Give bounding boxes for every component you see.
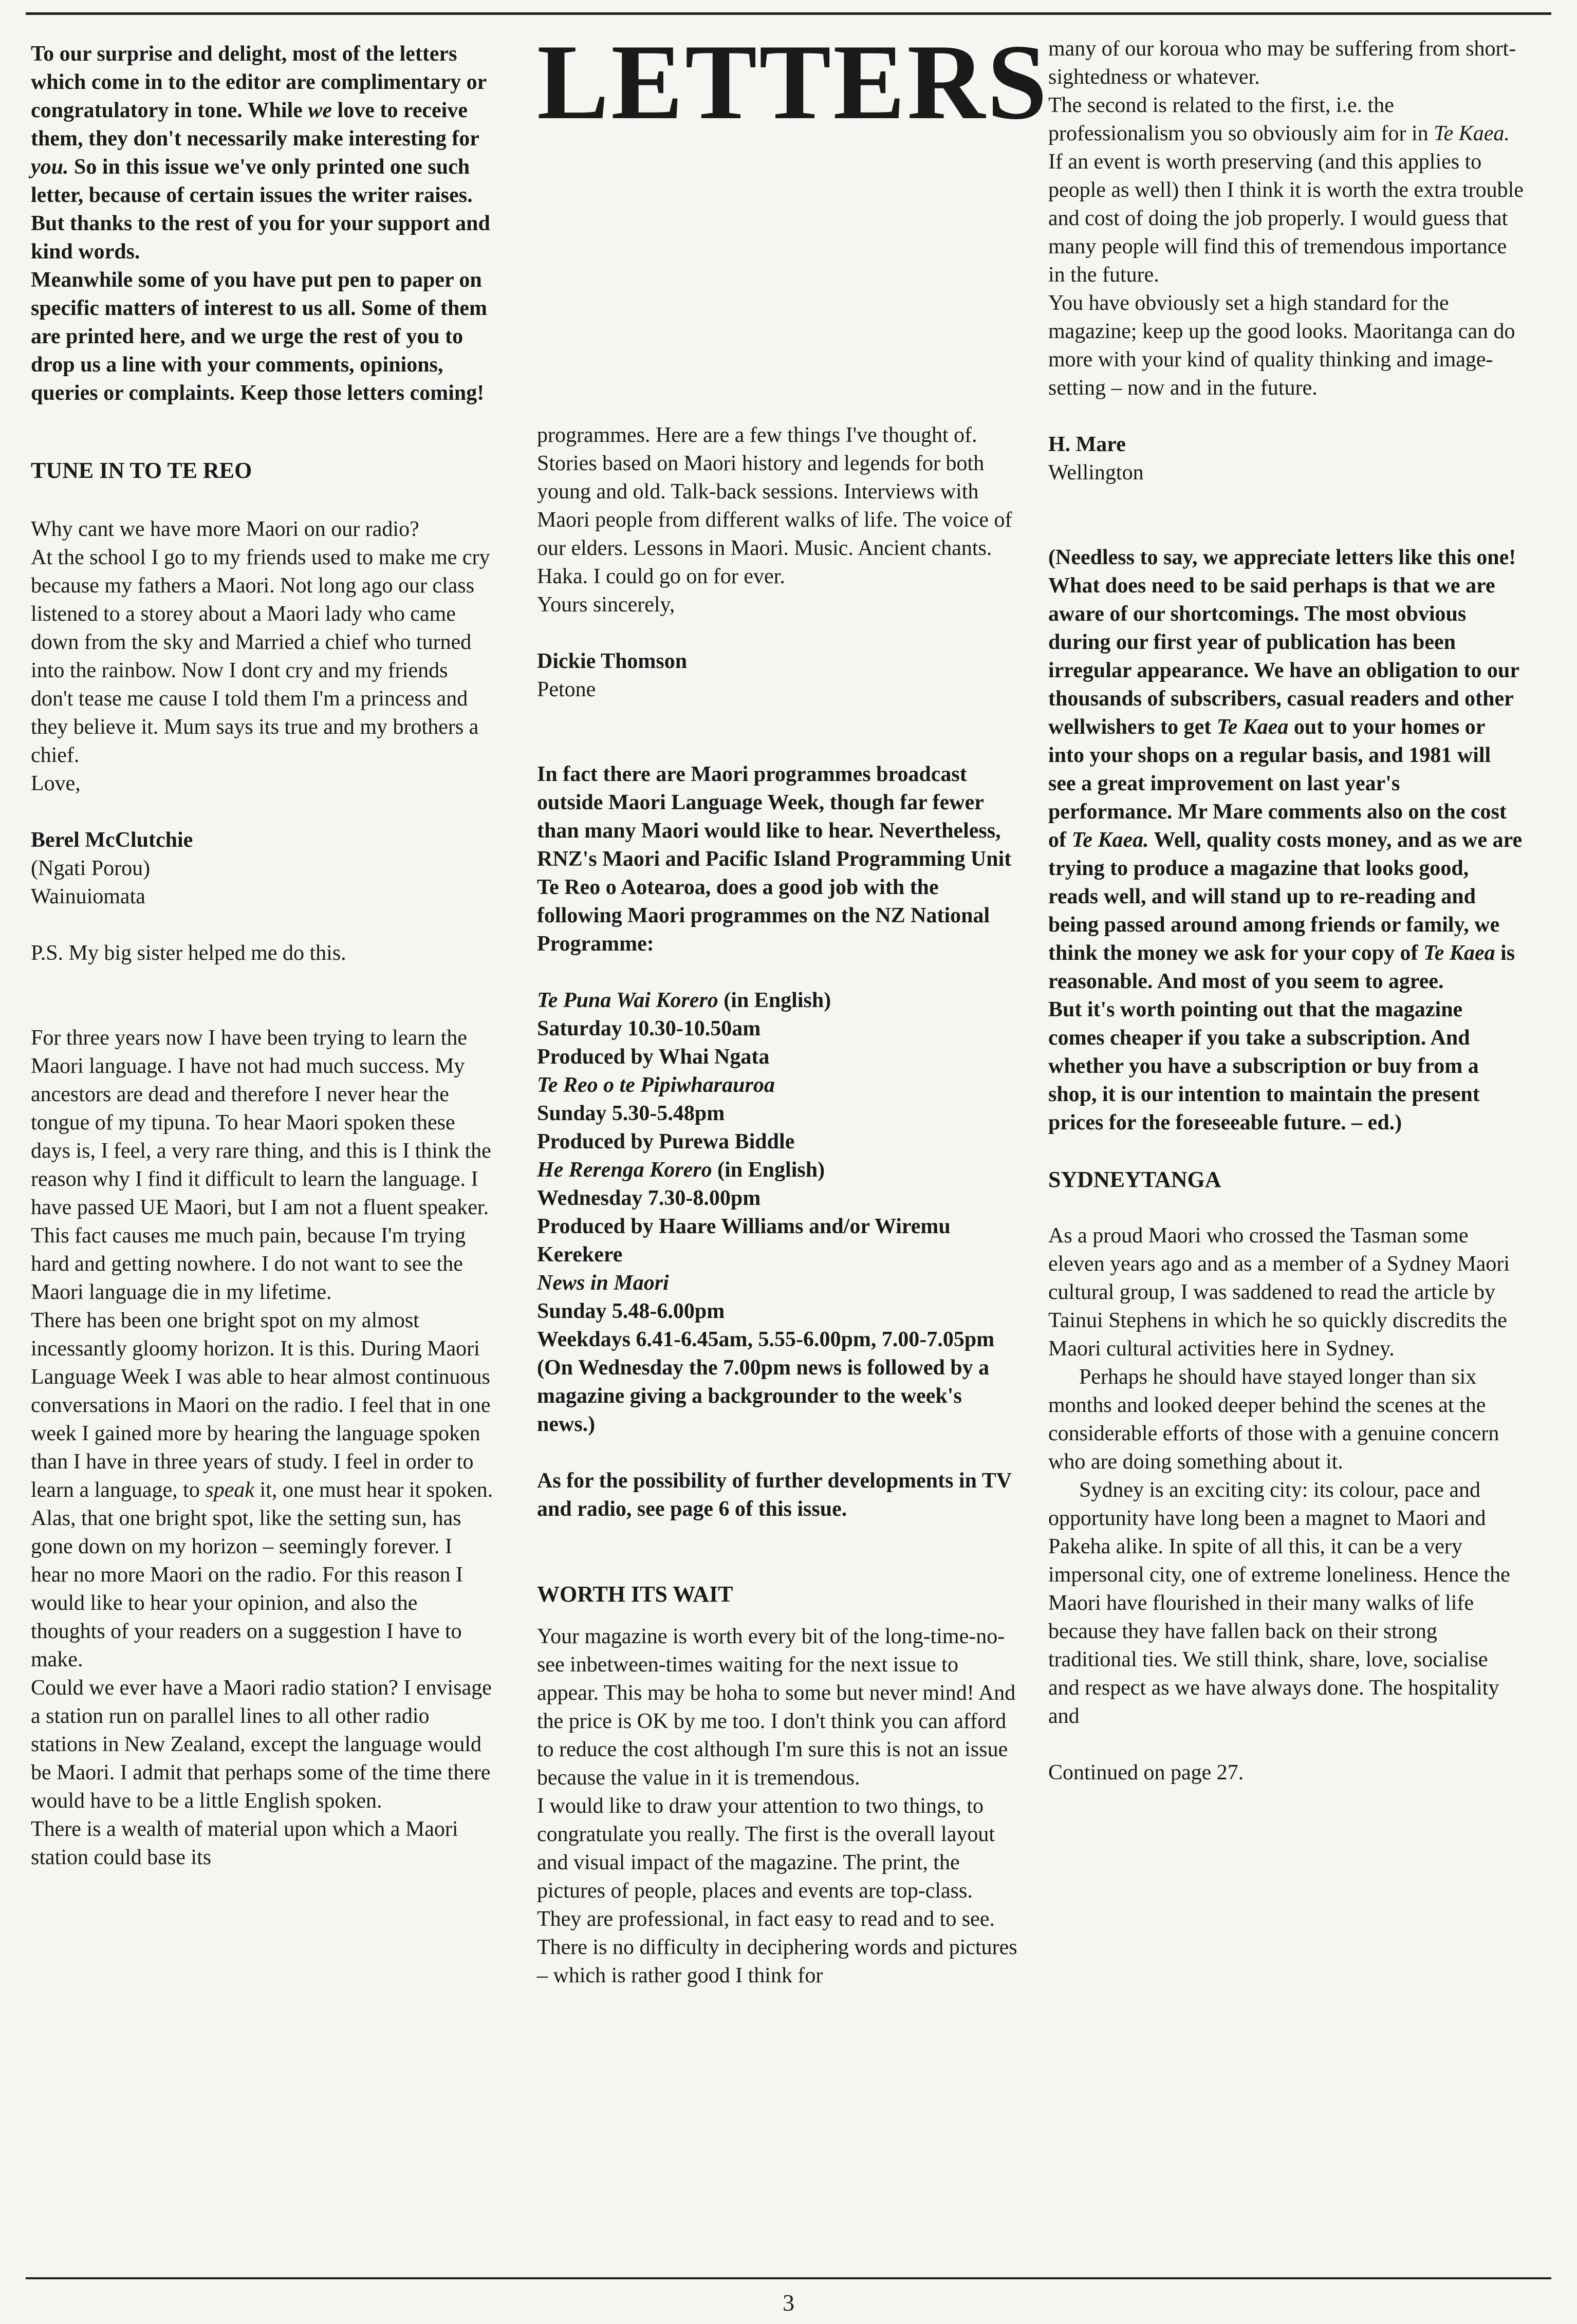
letter-body: Could we ever have a Maori radio station? I envisage a station run on parallel lines to all other radio stations in New Zealand, except the language would be Maori. I admit that perhaps some of the time there would have to be a little English spoken. bbox=[31, 1676, 492, 1813]
letter-body: At the school I go to my friends used to make me cry because my fathers a Maori. Not long ago our class listened to a storey about a Maori lady who came down from the sky and Married a chief who turned into the rainbow. Now I dont cry and my friends don't tease me cause I told them I'm a princess and they believe it. Mum says its true and my brothers a chief. bbox=[31, 546, 490, 767]
letter-body: many of our koroua who may be suffering from short-sightedness or whatever. bbox=[1048, 37, 1516, 89]
bottom-rule bbox=[26, 2277, 1551, 2279]
letter-body: Perhaps he should have stayed longer than six months and looked deeper behind the scenes at the considerable efforts of those with a genuine concern who are doing something about it. bbox=[1048, 1365, 1499, 1474]
show-through-text: ​ bbox=[817, 131, 828, 280]
page-title: LETTERS bbox=[537, 23, 1049, 142]
letter-heading-worth-its-wait: WORTH ITS WAIT bbox=[537, 1582, 733, 1607]
letter-body: Sydney is an exciting city: its colour, pace and opportunity have long been a magnet to Maori and Pakeha alike. In spite of all this, it can be a very impersonal city, one of extreme loneliness. Hence the Maori have flourished in their many walks of life because they have fallen back on their strong traditional ties. We still think, share, love, socialise and respect as we have always done. The hospitality and bbox=[1048, 1478, 1510, 1728]
column-2 bbox=[537, 23, 1049, 1990]
editor-reply: In fact there are Maori programmes broadcast outside Maori Language Week, though far fewer than many Maori would like to hear. Nevertheless, RNZ's Maori and Pacific Island Programming Unit Te Reo o Aotearoa, does a good job with the following Maori programmes on the NZ National Programme: bbox=[537, 763, 1012, 956]
editor-reply: (Needless to say, we appreciate letters like this one! What does need to be said perhaps is that we are aware of our shortcomings. The most obvious during our first year of publication has been irregular appearance. We have an obligation to our thousands of subscribers, casual readers and other wellwishers to get Te Kaea out to your homes or into your shops on a regular basis, and 1981 will see a great improvement on last year's performance. Mr Mare comments also on the cost of Te Kaea. Well, quality costs money, and as we are trying to produce a magazine that looks good, reads well, and will stand up to re-reading and being passed around among friends or family, we think the money we ask for your copy of Te Kaea is reasonable. And most of you seem to agree. bbox=[1048, 546, 1523, 993]
programme-entry: Produced by Whai Ngata bbox=[537, 1045, 770, 1069]
programme-entry: Sunday 5.30-5.48pm bbox=[537, 1102, 725, 1125]
programme-entry: Saturday 10.30-10.50am bbox=[537, 1017, 761, 1040]
programme-entry: Te Reo o te Pipiwharauroa bbox=[537, 1073, 775, 1097]
letter-body: Love, bbox=[31, 772, 81, 795]
letter-body: programmes. Here are a few things I've thought of. Stories based on Maori history and legends for both young and old. Talk-back sessions. Interviews with Maori people from different walks of life. The voice of our elders. Lessons in Maori. Music. Ancient chants. Haka. I could go on for ever. bbox=[537, 423, 1012, 588]
column-3 bbox=[1048, 35, 1524, 1787]
editor-intro-2: Meanwhile some of you have put pen to paper on specific matters of interest to us all. Some of them are printed here, and we urge the rest of you to drop us a line with your comments, opinions, queries or complaints. Keep those letters coming! bbox=[31, 268, 488, 405]
letter-body: Why cant we have more Maori on our radio? bbox=[31, 517, 419, 541]
letter-signature: H. Mare bbox=[1048, 433, 1126, 456]
letter-body: The second is related to the first, i.e. the professionalism you so obviously aim for in Te Kaea. If an event is worth preserving (and this applies to people as well) then I think it is worth the extra trouble and cost of doing the job properly. I would guess that many people will find this of tremendous importance in the future. bbox=[1048, 94, 1524, 287]
editor-reply-closing: As for the possibility of further developments in TV and radio, see page 6 of this issue. bbox=[537, 1469, 1012, 1521]
letter-heading-sydneytanga: SYDNEYTANGA bbox=[1048, 1167, 1221, 1192]
letter-location: Wellington bbox=[1048, 461, 1144, 485]
top-rule bbox=[26, 12, 1551, 15]
programme-entry: Te Puna Wai Korero (in English) bbox=[537, 989, 831, 1012]
letter-signature: Berel McClutchie bbox=[31, 828, 193, 852]
column-1 bbox=[31, 40, 493, 1872]
programme-entry: Produced by Purewa Biddle bbox=[537, 1130, 795, 1154]
letter-body: There is a wealth of material upon which a Maori station could base its bbox=[31, 1817, 458, 1869]
editor-intro: To our surprise and delight, most of the letters which come in to the editor are complimentary or congratulatory in tone. While we love to receive them, they don't necessarily make interesting for you. So in this issue we've only printed one such letter, because of certain issues the writer raises. But thanks to the rest of you for your support and kind words. bbox=[31, 42, 490, 264]
letter-body: Alas, that one bright spot, like the setting sun, has gone down on my horizon – seemingly forever. I hear no more Maori on the radio. For this reason I would like to hear your opinion, and also the thoughts of your readers on a suggestion I have to make. bbox=[31, 1507, 463, 1671]
programme-list bbox=[537, 987, 1020, 1439]
letter-body: I would like to draw your attention to two things, to congratulate you really. The first is the overall layout and visual impact of the magazine. The print, the pictures of people, places and events are top-class. They are professional, in fact easy to read and to see. There is no difficulty in deciphering words and pictures – which is rather good I think for bbox=[537, 1794, 1017, 1987]
programme-entry: News in Maori bbox=[537, 1271, 669, 1295]
letter-affiliation: (Ngati Porou) bbox=[31, 857, 151, 880]
programme-entry: Produced by Haare Williams and/or Wiremu Kerekere bbox=[537, 1215, 951, 1267]
letter-body: There has been one bright spot on my almost incessantly gloomy horizon. It is this. During Maori Language Week I was able to hear almost continuous conversations in Maori on the radio. I feel that in one week I gained more by hearing the language spoken than I have in three years of study. I feel in order to learn a language, to speak it, one must hear it spoken. bbox=[31, 1309, 493, 1502]
programme-entry: Wednesday 7.30-8.00pm bbox=[537, 1186, 761, 1210]
letter-body: As a proud Maori who crossed the Tasman some eleven years ago and as a member of a Sydney Maori cultural group, I was saddened to read the article by Tainui Stephens in which he so quickly discredits the Maori cultural activities here in Sydney. bbox=[1048, 1224, 1510, 1361]
programme-entry: Weekdays 6.41-6.45am, 5.55-6.00pm, 7.00-7.05pm bbox=[537, 1328, 995, 1351]
letter-body: Yours sincerely, bbox=[537, 593, 675, 617]
letter-signature: Dickie Thomson bbox=[537, 649, 688, 673]
letter-location: Petone bbox=[537, 678, 596, 701]
letter-location: Wainuiomata bbox=[31, 885, 145, 908]
letter-body: For three years now I have been trying to learn the Maori language. I have not had much success. My ancestors are dead and therefore I never hear the tongue of my tipuna. To hear Maori spoken these days is, I feel, a very rare thing, and this is I think the reason why I find it difficult to learn the language. I have passed UE Maori, but I am not a fluent speaker. This fact causes me much pain, because I'm trying hard and getting nowhere. I do not want to see the Maori language die in my lifetime. bbox=[31, 1026, 491, 1304]
editor-reply: But it's worth pointing out that the magazine comes cheaper if you take a subscription. And whether you have a subscription or buy from a shop, it is our intention to maintain the present prices for the foreseeable future. – ed.) bbox=[1048, 998, 1480, 1135]
letter-postscript: P.S. My big sister helped me do this. bbox=[31, 941, 346, 965]
page-number: 3 bbox=[783, 2290, 794, 2316]
programme-entry: Sunday 5.48-6.00pm bbox=[537, 1299, 725, 1323]
continued-note: Continued on page 27. bbox=[1048, 1761, 1244, 1784]
letter-body: You have obviously set a high standard for the magazine; keep up the good looks. Maoritanga can do more with your kind of quality thinking and image-setting – now and in the future. bbox=[1048, 291, 1515, 400]
programme-entry: (On Wednesday the 7.00pm news is followed by a magazine giving a backgrounder to the week's news.) bbox=[537, 1356, 990, 1436]
programme-entry: He Rerenga Korero (in English) bbox=[537, 1158, 825, 1182]
letter-heading-tune-in: TUNE IN TO TE REO bbox=[31, 458, 252, 483]
letter-body: Your magazine is worth every bit of the long-time-no-see inbetween-times waiting for the next issue to appear. This may be hoha to some but never mind! And the price is OK by me too. I don't think you can afford to reduce the cost although I'm sure this is not an issue because the value in it is tremendous. bbox=[537, 1625, 1016, 1790]
